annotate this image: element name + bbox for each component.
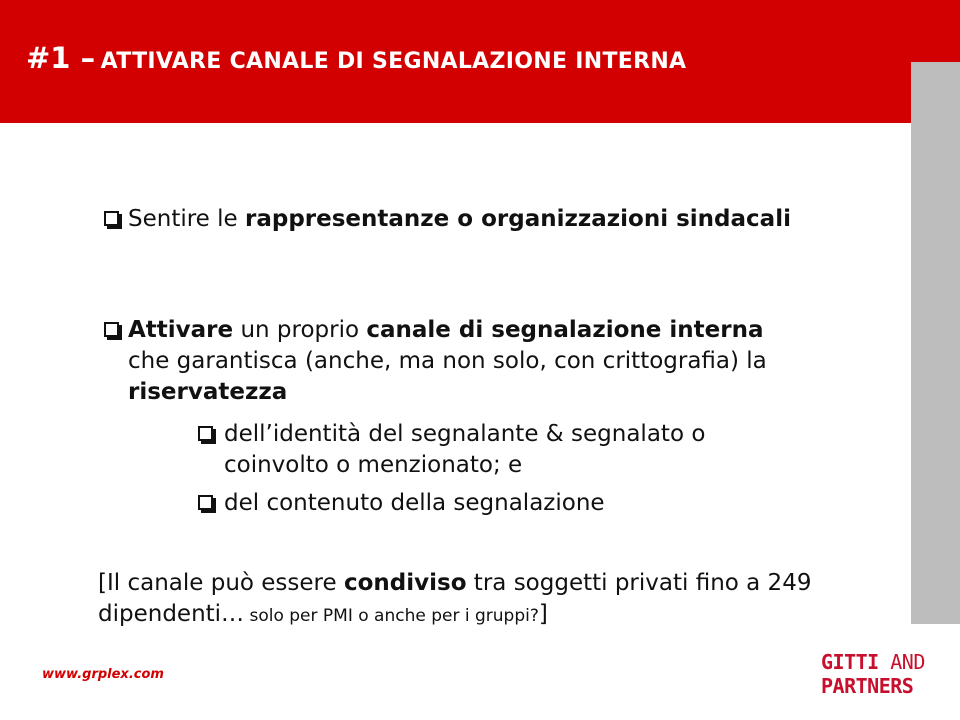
logo-line-1: GITTI AND: [821, 650, 925, 674]
bullet-text: Attivare un proprio canale di segnalazione interna che garantisca (anche, ma non solo, con crittografia) la riservatezza: [128, 317, 767, 405]
closing-note: [Il canale può essere condiviso tra soggetti privati fino a 249 dipendenti… solo per PMI o anche per i gruppi?]: [98, 570, 812, 627]
bullet-text: Sentire le rappresentanze o organizzazioni sindacali: [128, 206, 791, 232]
sub-bullet-identita: [198, 419, 808, 481]
side-decoration-bar: [911, 62, 960, 624]
checkbox-square-icon: [198, 426, 213, 441]
checkbox-square-icon: [104, 211, 119, 226]
logo-line-2: PARTNERS: [821, 674, 914, 698]
gitti-partners-logo: [821, 650, 951, 698]
slide-title-text: ATTIVARE CANALE DI SEGNALAZIONE INTERNA: [100, 49, 687, 74]
checkbox-square-icon: [198, 495, 213, 510]
checkbox-square-icon: [104, 322, 119, 337]
slide-title-number: #1 –: [26, 41, 96, 75]
bullet-rappresentanze: [104, 204, 804, 235]
sub-bullet-contenuto: [198, 488, 808, 519]
footer-website-link[interactable]: www.grplex.com: [42, 667, 164, 682]
sub-bullet-text: del contenuto della segnalazione: [224, 490, 605, 516]
sub-bullet-text: dell’identità del segnalante & segnalato o coinvolto o menzionato; e: [224, 421, 706, 478]
bullet-attivare: [104, 315, 804, 408]
